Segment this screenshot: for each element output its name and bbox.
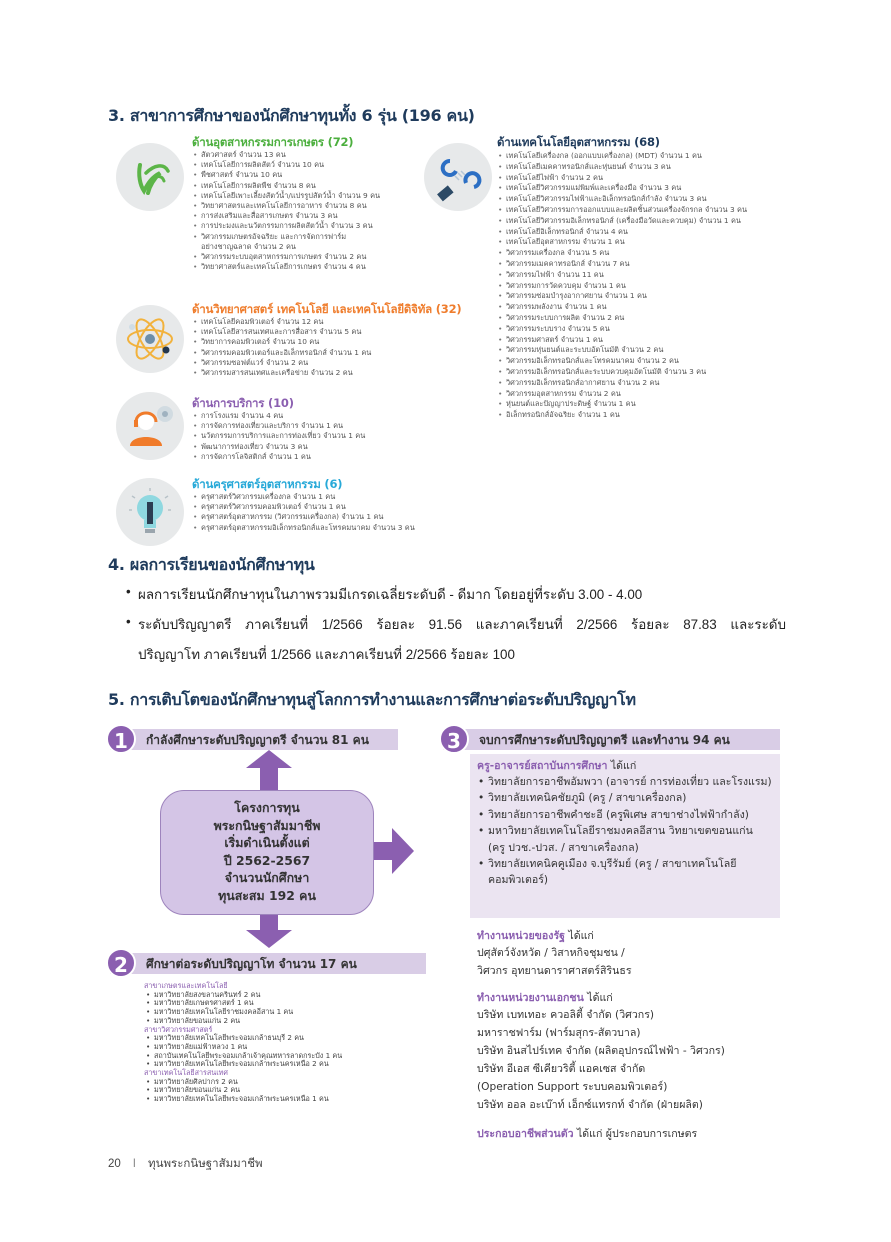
category-title: ด้านการบริการ (10) <box>192 396 294 410</box>
list-item: • วิศวกรรมหุ่นยนต์และระบบอัตโนมัติ จำนวน 2 คน <box>497 345 747 356</box>
list-item: • พัฒนาการท่องเที่ยว จำนวน 3 คน <box>192 442 365 452</box>
grade-continuation <box>126 644 515 665</box>
self-employed-work <box>477 1126 697 1142</box>
arrow-right-icon <box>374 828 414 874</box>
private-suffix: ได้แก่ <box>583 992 613 1004</box>
category-industrial-technology <box>497 135 747 421</box>
list-item: • นวัตกรรมการบริการและการท่องเที่ยว จำนวน 1 คน <box>192 431 365 441</box>
teachers-heading: ครู-อาจารย์สถาบันการศึกษา <box>477 760 608 772</box>
list-item: • วิศวกรรมเครื่องกล จำนวน 5 คน <box>497 248 747 259</box>
arrow-up-icon <box>246 750 292 792</box>
list-item: • เทคโนโลยีการผลิตพืช จำนวน 8 คน <box>192 181 380 191</box>
private-line: บริษัท อีเอส ซีเคียวริตี้ แอคเซส จำกัด <box>477 1063 646 1075</box>
center-line: โครงการทุน <box>234 800 300 815</box>
list-item: • มหาวิทยาลัยแม่ฟ้าหลวง 1 คน <box>144 1043 342 1052</box>
private-line: บริษัท ออล อะเบ๊าท์ เอ็กซ์แทรกท์ จำกัด (ฝ่ายผลิต) <box>477 1099 703 1111</box>
step3-label: จบการศึกษาระดับปริญญาตรี และทำงาน 94 คน <box>479 733 730 747</box>
atom-icon <box>116 305 184 373</box>
list-item: • พืชศาสตร์ จำนวน 10 คน <box>192 170 380 180</box>
grade-text: ปริญญาโท ภาคเรียนที่ 1/2566 และภาคเรียนที่ 2/2566 ร้อยละ 100 <box>138 647 515 662</box>
list-item: • วิศวกรรมศาสตร์ จำนวน 1 คน <box>497 335 747 346</box>
masters-universities-list <box>144 982 342 1104</box>
center-line: เริ่มดำเนินตั้งแต่ <box>224 835 310 851</box>
list-item: • การจัดการโลจิสติกส์ จำนวน 1 คน <box>192 452 365 462</box>
list-item: • เทคโนโลยีเครื่องกล (ออกแบบเครื่องกล) (MDT) จำนวน 1 คน <box>497 151 747 162</box>
center-line: จำนวนนักศึกษา <box>224 870 310 886</box>
list-item: • ครุศาสตร์อุตสาหกรรม (วิศวกรรมเครื่องกล) จำนวน 1 คน <box>192 512 415 522</box>
government-line: วิศวกร อุทยานดาราศาสตร์สิรินธร <box>477 965 632 977</box>
center-line: ทุนสะสม 192 คน <box>218 887 316 903</box>
category-service <box>192 396 365 462</box>
self-employed-suffix: ได้แก่ ผู้ประกอบการเกษตร <box>573 1128 698 1140</box>
page-footer <box>108 1155 263 1173</box>
list-item: • วิศวกรรมระบบการผลิต จำนวน 2 คน <box>497 313 747 324</box>
list-item: • สัตวศาสตร์ จำนวน 13 คน <box>192 150 380 160</box>
bullet-icon: • <box>126 584 131 599</box>
list-item: • ครุศาสตร์วิศวกรรมเครื่องกล จำนวน 1 คน <box>192 492 415 502</box>
list-item: • เทคโนโลยีอิเล็กทรอนิกส์ จำนวน 4 คน <box>497 227 747 238</box>
section3-title: 3. สาขาการศึกษาของนักศึกษาทุนทั้ง 6 รุ่น (196 คน) <box>108 106 475 125</box>
teachers-box <box>470 754 780 918</box>
list-item: • มหาวิทยาลัยเทคโนโลยีพระจอมเกล้าธนบุรี 2 คน <box>144 1034 342 1043</box>
grade-text: ผลการเรียนนักศึกษาทุนในภาพรวมมีเกรดเฉลี่ยระดับดี - ดีมาก โดยอยู่ที่ระดับ 3.00 - 4.00 <box>138 587 643 602</box>
private-line: บริษัท เบทเทอะ ควอลิตี้ จำกัด (วิศวกร) <box>477 1009 655 1021</box>
list-item: • หุ่นยนต์และปัญญาประดิษฐ์ จำนวน 1 คน <box>497 399 747 410</box>
list-item: • การประมงและนวัตกรรมการผลิตสัตว์น้ำ จำนวน 3 คน <box>192 221 380 231</box>
private-line: มหาราชฟาร์ม (ฟาร์มสุกร-สัตวบาล) <box>477 1027 641 1039</box>
list-item: • เทคโนโลยีการผลิตสัตว์ จำนวน 10 คน <box>192 160 380 170</box>
step3-bar <box>443 729 780 750</box>
list-item-continuation: อย่างชาญฉลาด จำนวน 2 คน <box>201 241 296 251</box>
list-item: • วิศวกรรมอิเล็กทรอนิกส์และโทรคมนาคม จำนวน 2 คน <box>497 356 747 367</box>
list-item: • วิทยาการคอมพิวเตอร์ จำนวน 10 คน <box>192 337 461 347</box>
list-item: • มหาวิทยาลัยขอนแก่น 2 คน <box>144 1086 342 1095</box>
grade-bullet <box>126 584 642 605</box>
government-suffix: ได้แก่ <box>565 930 594 942</box>
grade-bullet <box>126 614 786 635</box>
list-item: • เทคโนโลยีเพาะเลี้ยงสัตว์น้ำ/แปรรูปสัตว์น้ำ จำนวน 9 คน <box>192 191 380 201</box>
private-line: (Operation Support ระบบคอมพิวเตอร์) <box>477 1081 668 1093</box>
list-item: • วิศวกรรมอิเล็กทรอนิกส์และระบบควบคุมอัตโนมัติ จำนวน 3 คน <box>497 367 747 378</box>
step3-number-badge: 3 <box>439 724 469 754</box>
list-item: • เทคโนโลยีวิศวกรรมแม่พิมพ์และเครื่องมือ จำนวน 3 คน <box>497 183 747 194</box>
list-item: • เทคโนโลยีเมคคาทรอนิกส์และหุ่นยนต์ จำนวน 3 คน <box>497 162 747 173</box>
category-title: ด้านอุตสาหกรรมการเกษตร (72) <box>192 135 354 149</box>
subject-heading: สาขาเกษตรและเทคโนโลยี <box>144 981 228 990</box>
government-heading: ทำงานหน่วยของรัฐ <box>477 930 565 942</box>
category-title: ด้านวิทยาศาสตร์ เทคโนโลยี และเทคโนโลยีดิจิทัล (32) <box>192 302 462 316</box>
list-item: • เทคโนโลยีวิศวกรรมไฟฟ้าและอิเล็กทรอนิกส์กำลัง จำนวน 3 คน <box>497 194 747 205</box>
list-item: • วิทยาลัยเทคนิคคูเมือง จ.บุรีรัมย์ (ครู / สาขาเทคโนโลยี คอมพิวเตอร์) <box>477 856 773 889</box>
list-item: • การส่งเสริมและสื่อสารเกษตร จำนวน 3 คน <box>192 211 380 221</box>
list-item: • การจัดการท่องเที่ยวและบริการ จำนวน 1 คน <box>192 421 365 431</box>
list-item: • มหาวิทยาลัยศิลปากร 2 คน <box>144 1078 342 1087</box>
publication-name: ทุนพระกนิษฐาสัมมาชีพ <box>148 1158 263 1170</box>
list-item: • วิศวกรรมซอฟต์แวร์ จำนวน 2 คน <box>192 358 461 368</box>
list-item: • วิศวกรรมอุตสาหกรรม จำนวน 2 คน <box>497 389 747 400</box>
step1-label: กำลังศึกษาระดับปริญญาตรี จำนวน 81 คน <box>146 733 369 747</box>
category-agriculture <box>192 135 380 272</box>
plant-icon <box>116 143 184 211</box>
list-item: • เทคโนโลยีวิศวกรรมอิเล็กทรอนิกส์ (เครื่องมือวัดและควบคุม) จำนวน 1 คน <box>497 216 747 227</box>
category-science-digital <box>192 302 461 378</box>
lightbulb-icon <box>116 478 184 546</box>
list-item: • วิทยาศาสตรและเทคโนโลยีการอาหาร จำนวน 8 คน <box>192 201 380 211</box>
list-item: • วิศวกรรมคอมพิวเตอร์และอิเล็กทรอนิกส์ จำนวน 1 คน <box>192 348 461 358</box>
list-item: • วิศวกรรมไฟฟ้า จำนวน 11 คน <box>497 270 747 281</box>
list-item: • วิศวกรรมเมคคาทรอนิกส์ จำนวน 7 คน <box>497 259 747 270</box>
private-line: บริษัท อินสไปร์เทค จำกัด (ผลิตอุปกรณ์ไฟฟ้า - วิศวกร) <box>477 1045 725 1057</box>
list-item: • วิศวกรรมพลังงาน จำนวน 1 คน <box>497 302 747 313</box>
list-item: • การโรงแรม จำนวน 4 คน <box>192 411 365 421</box>
self-employed-heading: ประกอบอาชีพส่วนตัว <box>477 1128 574 1140</box>
government-line: ปศุสัตว์จังหวัด / วิสาหกิจชุมชน / <box>477 947 625 959</box>
list-item: • เทคโนโลยีอุตสาหกรรม จำนวน 1 คน <box>497 237 747 248</box>
list-item: • เทคโนโลยีวิศวกรรมการออกแบบและผลิตชิ้นส่วนเครื่องจักรกล จำนวน 3 คน <box>497 205 747 216</box>
list-item: • มหาวิทยาลัยเทคโนโลยีพระจอมเกล้าพระนครเหนือ 2 คน <box>144 1060 342 1069</box>
wrench-icon <box>424 143 492 211</box>
center-line: ปี 2562-2567 <box>223 852 311 868</box>
list-item: • วิศวกรรมการวัดควบคุม จำนวน 1 คน <box>497 281 747 292</box>
list-item: • วิศวกรรมระบบราง จำนวน 5 คน <box>497 324 747 335</box>
list-item: • มหาวิทยาลัยเทคโนโลยีราชมงคลอีสาน 1 คน <box>144 1008 342 1017</box>
private-work <box>477 990 725 1114</box>
footer-separator: I <box>132 1158 136 1170</box>
list-item: • อิเล็กทรอนิกส์อัจฉริยะ จำนวน 1 คน <box>497 410 747 421</box>
section5-title: 5. การเติบโตของนักศึกษาทุนสู่โลกการทำงานและการศึกษาต่อระดับปริญญาโท <box>108 690 636 709</box>
service-agent-icon <box>116 392 184 460</box>
list-item: • วิศวกรรมเกษตรอัจฉริยะ และการจัดการฟาร์ม <box>192 232 380 242</box>
section4-title: 4. ผลการเรียนของนักศึกษาทุน <box>108 555 315 574</box>
list-item: • วิศวกรรมอิเล็กทรอนิกส์อากาศยาน จำนวน 2 คน <box>497 378 747 389</box>
bullet-icon: • <box>126 614 131 629</box>
arrow-down-icon <box>246 914 292 948</box>
list-item: • มหาวิทยาลัยเทคโนโลยีพระจอมเกล้าพระนครเหนือ 1 คน <box>144 1095 342 1104</box>
government-work <box>477 928 632 980</box>
list-item: • เทคโนโลยีคอมพิวเตอร์ จำนวน 12 คน <box>192 317 461 327</box>
list-item: • วิทยาลัยการอาชีพคำชะอี (ครูพิเศษ สาขาช่างไฟฟ้ากำลัง) <box>477 807 773 823</box>
subject-heading: สาขาวิศวกรรมศาสตร์ <box>144 1024 213 1034</box>
step1-number-badge: 1 <box>106 724 136 754</box>
center-line: พระกนิษฐาสัมมาชีพ <box>213 817 321 833</box>
step2-label: ศึกษาต่อระดับปริญญาโท จำนวน 17 คน <box>146 957 357 971</box>
list-item: • มหาวิทยาลัยขอนแก่น 2 คน <box>144 1017 342 1026</box>
category-title: ด้านเทคโนโลยีอุตสาหกรรม (68) <box>497 135 660 149</box>
teachers-suffix: ได้แก่ <box>607 760 637 772</box>
subject-heading: สาขาเทคโนโลยีสารสนเทศ <box>144 1068 228 1078</box>
list-item: • วิทยาลัยการอาชีพอัมพวา (อาจารย์ การท่องเที่ยว และโรงแรม) <box>477 774 773 790</box>
grade-text: ระดับปริญญาตรี ภาคเรียนที่ 1/2566 ร้อยละ 91.56 และภาคเรียนที่ 2/2566 ร้อยละ 87.83 และระดับ <box>138 617 786 632</box>
list-item: • เทคโนโลยีไฟฟ้า จำนวน 2 คน <box>497 173 747 184</box>
list-item: • ครุศาสตร์วิศวกรรมคอมพิวเตอร์ จำนวน 1 คน <box>192 502 415 512</box>
list-item: • วิศวกรรมซ่อมบำรุงอากาศยาน จำนวน 1 คน <box>497 291 747 302</box>
list-item: • วิศวกรรมระบบอุตสาหกรรมการเกษตร จำนวน 2 คน <box>192 252 380 262</box>
category-title: ด้านครุศาสตร์อุตสาหกรรม (6) <box>192 477 343 491</box>
list-item: • มหาวิทยาลัยสงขลานครินทร์ 2 คน <box>144 991 342 1000</box>
private-heading: ทำงานหน่วยงานเอกชน <box>477 992 584 1004</box>
page-number: 20 <box>108 1158 121 1170</box>
list-item: • วิศวกรรมสารสนเทศและเครือข่าย จำนวน 2 คน <box>192 368 461 378</box>
list-item: • วิทยาศาสตร์และเทคโนโลยีการเกษตร จำนวน 4 คน <box>192 262 380 272</box>
list-item: • สถาบันเทคโนโลยีพระจอมเกล้าเจ้าคุณทหารลาดกระบัง 1 คน <box>144 1052 342 1061</box>
list-item: • เทคโนโลยีสารสนเทศและการสื่อสาร จำนวน 5 คน <box>192 327 461 337</box>
step1-bar <box>110 729 398 750</box>
scholarship-program-box <box>160 790 374 915</box>
list-item: • มหาวิทยาลัยเกษตรศาสตร์ 1 คน <box>144 999 342 1008</box>
list-item: • ครุศาสตร์อุตสาหกรรมอิเล็กทรอนิกส์และโทรคมนาคม จำนวน 3 คน <box>192 523 415 533</box>
step2-number-badge: 2 <box>106 948 136 978</box>
step2-bar <box>110 953 426 974</box>
list-item: • มหาวิทยาลัยเทคโนโลยีราชมงคลอีสาน วิทยาเขตขอนแก่น (ครู ปวช.-ปวส. / สาขาเครื่องกล) <box>477 823 773 856</box>
category-industrial-education <box>192 477 415 533</box>
list-item: • วิทยาลัยเทคนิคชัยภูมิ (ครู / สาขาเครื่องกล) <box>477 790 773 806</box>
